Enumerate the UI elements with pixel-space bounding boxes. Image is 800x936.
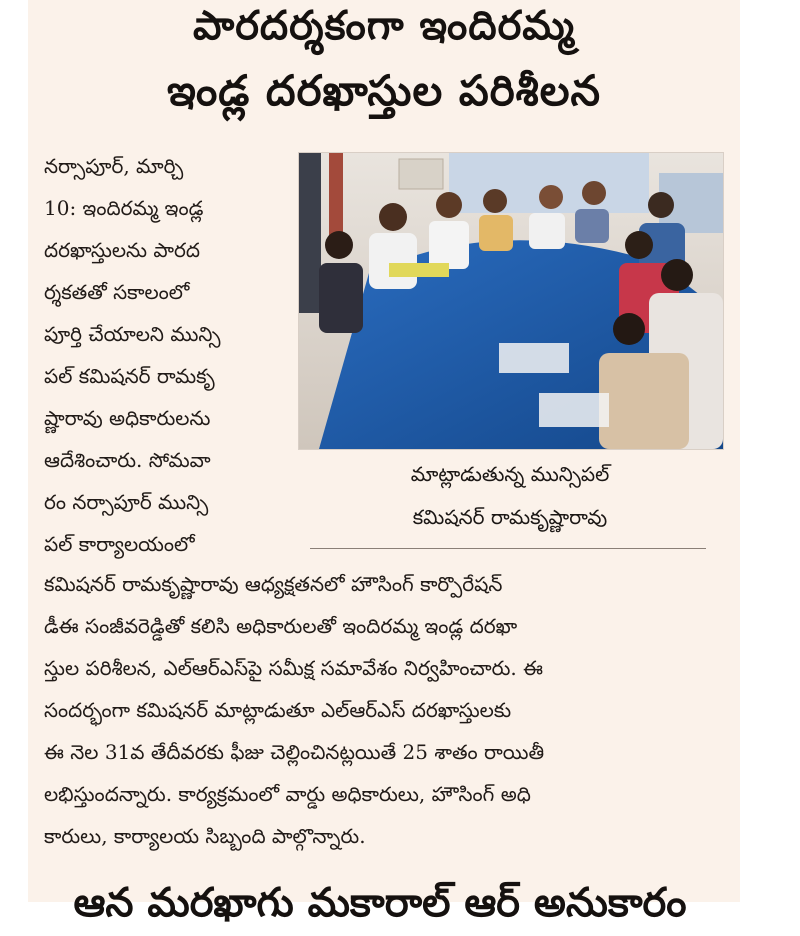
caption-divider xyxy=(310,548,706,549)
article-line: పల్ కమిషనర్ రామకృ xyxy=(44,364,215,388)
article-line: ష్ణారావు అధికారులను xyxy=(44,406,211,430)
headline-line-2: ఇండ్ల దరఖాస్తుల పరిశీలన xyxy=(167,66,601,115)
article-line: కారులు, కార్యాలయ సిబ్బంది పాల్గొన్నారు. xyxy=(44,824,366,848)
photo-caption-line-2: కమిషనర్ రామకృష్ణారావు xyxy=(412,505,608,529)
article-line: స్తుల పరిశీలన, ఎల్ఆర్ఎస్‌పై సమీక్ష సమావేశం నిర్వహించారు. ఈ xyxy=(44,656,543,680)
photo-caption-line-1: మాట్లాడుతున్న మున్సిపల్ xyxy=(410,462,610,486)
article-line: పల్ కార్యాలయంలో xyxy=(44,532,195,556)
article-line: నర్సాపూర్, మార్చి xyxy=(44,154,184,178)
article-line: రం నర్సాపూర్ మున్సి xyxy=(44,490,209,514)
article-line: ఆదేశించారు. సోమవా xyxy=(44,448,211,472)
article-line: లభిస్తుందన్నారు. కార్యక్రమంలో వార్డు అధికారులు, హౌసింగ్ అధి xyxy=(44,782,531,806)
next-article-headline-cutoff xyxy=(60,880,700,926)
article-line: సందర్భంగా కమిషనర్ మాట్లాడుతూ ఎల్ఆర్ఎస్ దరఖాస్తులకు xyxy=(44,698,512,722)
article-line: పూర్తి చేయాలని మున్సి xyxy=(44,322,221,346)
article-line: 10: ఇందిరమ్మ ఇండ్ల xyxy=(44,196,204,220)
meeting-photo xyxy=(298,152,724,450)
article-line: దరఖాస్తులను పారద xyxy=(44,238,200,262)
article-line: ఈ నెల 31వ తేదీవరకు ఫీజు చెల్లించినట్లయితే 25 శాతం రాయితీ xyxy=(44,740,545,764)
article-line: డీఈ సంజీవరెడ్డితో కలిసి అధికారులతో ఇందిరమ్మ ఇండ్ల దరఖా xyxy=(44,614,518,638)
article-line: ర్శకతతో సకాలంలో xyxy=(44,280,190,304)
next-headline-text: ఆన మరఖాగు మకారాల్ ఆర్ అనుకారం xyxy=(73,880,687,926)
headline-line-1: పారదర్శకంగా ఇందిరమ్మ xyxy=(192,3,576,49)
article-line: కమిషనర్ రామకృష్ణారావు ఆధ్యక్షతనలో హౌసింగ్ కార్పొరేషన్ xyxy=(44,572,503,596)
